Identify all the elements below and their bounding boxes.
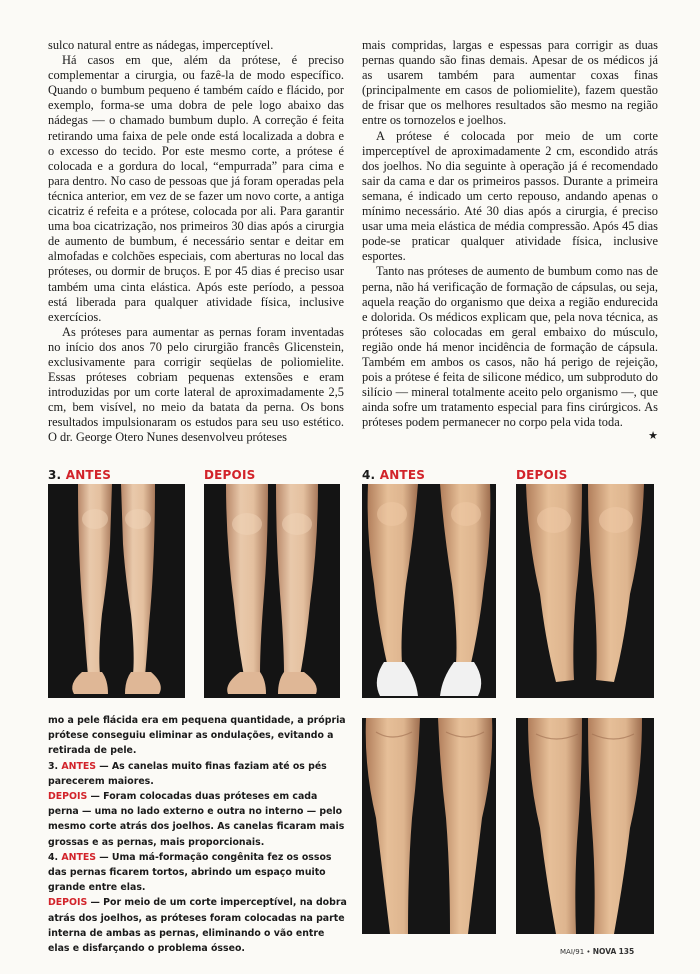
figure-3-after-label: DEPOIS bbox=[204, 468, 256, 482]
article-paragraph: Há casos em que, além da prótese, é preciso complementar a cirurgia, ou fazê-la de modo específico. Quando o bumbum pequeno é também caído e flácido, por exemplo, forma-se uma dobra de pele logo abaixo das nádegas — o chamado bumbum duplo. A correção é feita retirando uma faixa de pele onde está localizada a dobra e o excesso do tecido. Por este mesmo corte, a prótese é colocada e a gordura do local, “empurrada” para cima e para dentro. No caso de pessoas que já foram operadas pela técnica anterior, em vez de se fazer um novo corte, a antiga cicatriz é refeita e a prótese, colocada por ali. Para garantir uma boa cicatrização, nos primeiros 30 dias após a cirurgia de aumento de bumbum, é necessário sentar e deitar em almofadas e colchões especiais, com aberturas no local das próteses, ou dormir de bruços. E por 45 dias é preciso usar também uma cinta elástica. Após este período, a pessoa está liberada para qualquer atividade física, inclusive exercícios. bbox=[48, 53, 344, 324]
page-footer bbox=[560, 947, 634, 956]
photo-4-after-legs-front bbox=[516, 484, 654, 698]
article-paragraph: As próteses para aumentar as pernas foram inventadas no início dos anos 70 pelo cirurgião francês Glicenstein, exclusivamente para corrigir seqüelas de poliomielite. Essas próteses cobriam pequenas extensões e eram introduzidas por um corte lateral de aproximadamente 2,5 cm, bem visível, no meio da batata da perna. Os bons resultados impulsionaram os estudos para seu uso estético. O dr. George Otero Nunes desenvolveu próteses bbox=[48, 324, 344, 445]
article-column-right bbox=[362, 38, 658, 444]
caption-4-before: 4. ANTES — Uma má-formação congênita fez os ossos das pernas ficarem tortos, abrindo um espaço muito grande entre elas. bbox=[48, 851, 332, 894]
photo-caption bbox=[48, 713, 348, 956]
photo-4-before-bowed-legs-front bbox=[362, 484, 496, 698]
caption-4-after: DEPOIS — Por meio de um corte imperceptível, na dobra atrás dos joelhos, as próteses foram colocadas na parte interna de ambas as pernas, eliminando o vão entre elas e disfarçando o problema ósseo. bbox=[48, 897, 347, 955]
article-paragraph: A prótese é colocada por meio de um corte imperceptível de aproximadamente 2 cm, escondido atrás dos joelhos. No dia seguinte à operação já é recomendado sair da cama e dar os primeiros passos. Durante a primeira semana, é indicado um certo repouso, andando apenas o mínimo necessário. Até 30 dias após a cirurgia, é preciso usar uma meia elástica de média compressão. Após 45 dias pode-se praticar qualquer atividade física, inclusive esportes. bbox=[362, 128, 658, 264]
photo-3-after-legs bbox=[204, 484, 340, 698]
footer-issue: MAI/91 bbox=[560, 948, 585, 956]
caption-intro: mo a pele flácida era em pequena quantidade, a própria prótese conseguiu eliminar as ondulações, evitando a retirada de pele. bbox=[48, 715, 346, 757]
figure-4-before-label: 4. ANTES bbox=[362, 468, 426, 482]
figure-4-after-label: DEPOIS bbox=[516, 468, 568, 482]
photo-3-before-thin-legs bbox=[48, 484, 185, 698]
photo-4-before-legs-back bbox=[362, 718, 496, 934]
figure-3-before-label: 3. ANTES bbox=[48, 468, 112, 482]
article-paragraph: sulco natural entre as nádegas, imperceptível. bbox=[48, 38, 274, 52]
page-number: 135 bbox=[618, 947, 635, 956]
article-column-left bbox=[48, 38, 344, 446]
end-of-article-star-icon: ★ bbox=[648, 429, 658, 443]
footer-magazine: NOVA bbox=[592, 947, 617, 956]
article-paragraph: Tanto nas próteses de aumento de bumbum como nas de perna, não há verificação de formação de cápsulas, ou seja, aquela reação do organismo que deixa a região endurecida e dolorida. Os médicos explicam que, pela nova técnica, as próteses são colocadas em geral embaixo do músculo, região onde há menor incidência de formação de cápsula. Também em ambos os casos, não há perigo de rejeição, pois a prótese é feita de silicone médico, um subproduto do silício — mineral totalmente aceito pelo organismo —, que ainda sofre um tratamento especial para fins cirúrgicos. As próteses podem permanecer no corpo pela vida toda. bbox=[362, 264, 658, 430]
footer-bullet: • bbox=[586, 948, 591, 956]
caption-3-before: 3. ANTES — As canelas muito finas faziam até os pés parecerem maiores. bbox=[48, 760, 327, 787]
photo-4-after-legs-back bbox=[516, 718, 654, 934]
article-paragraph: mais compridas, largas e espessas para corrigir as duas pernas quando são finas demais. Apesar de os médicos já as usarem também para aumentar coxas finas (principalmente em casos de poliomielite), fazem questão de frisar que os melhores resultados são mesmo na região entre os tornozelos e joelhos. bbox=[362, 38, 658, 128]
caption-3-after: DEPOIS — Foram colocadas duas próteses em cada perna — uma no lado externo e outra no interno — pelo mesmo corte atrás dos joelhos. As canelas ficaram mais grossas e as pernas, mais proporcionais. bbox=[48, 791, 345, 848]
